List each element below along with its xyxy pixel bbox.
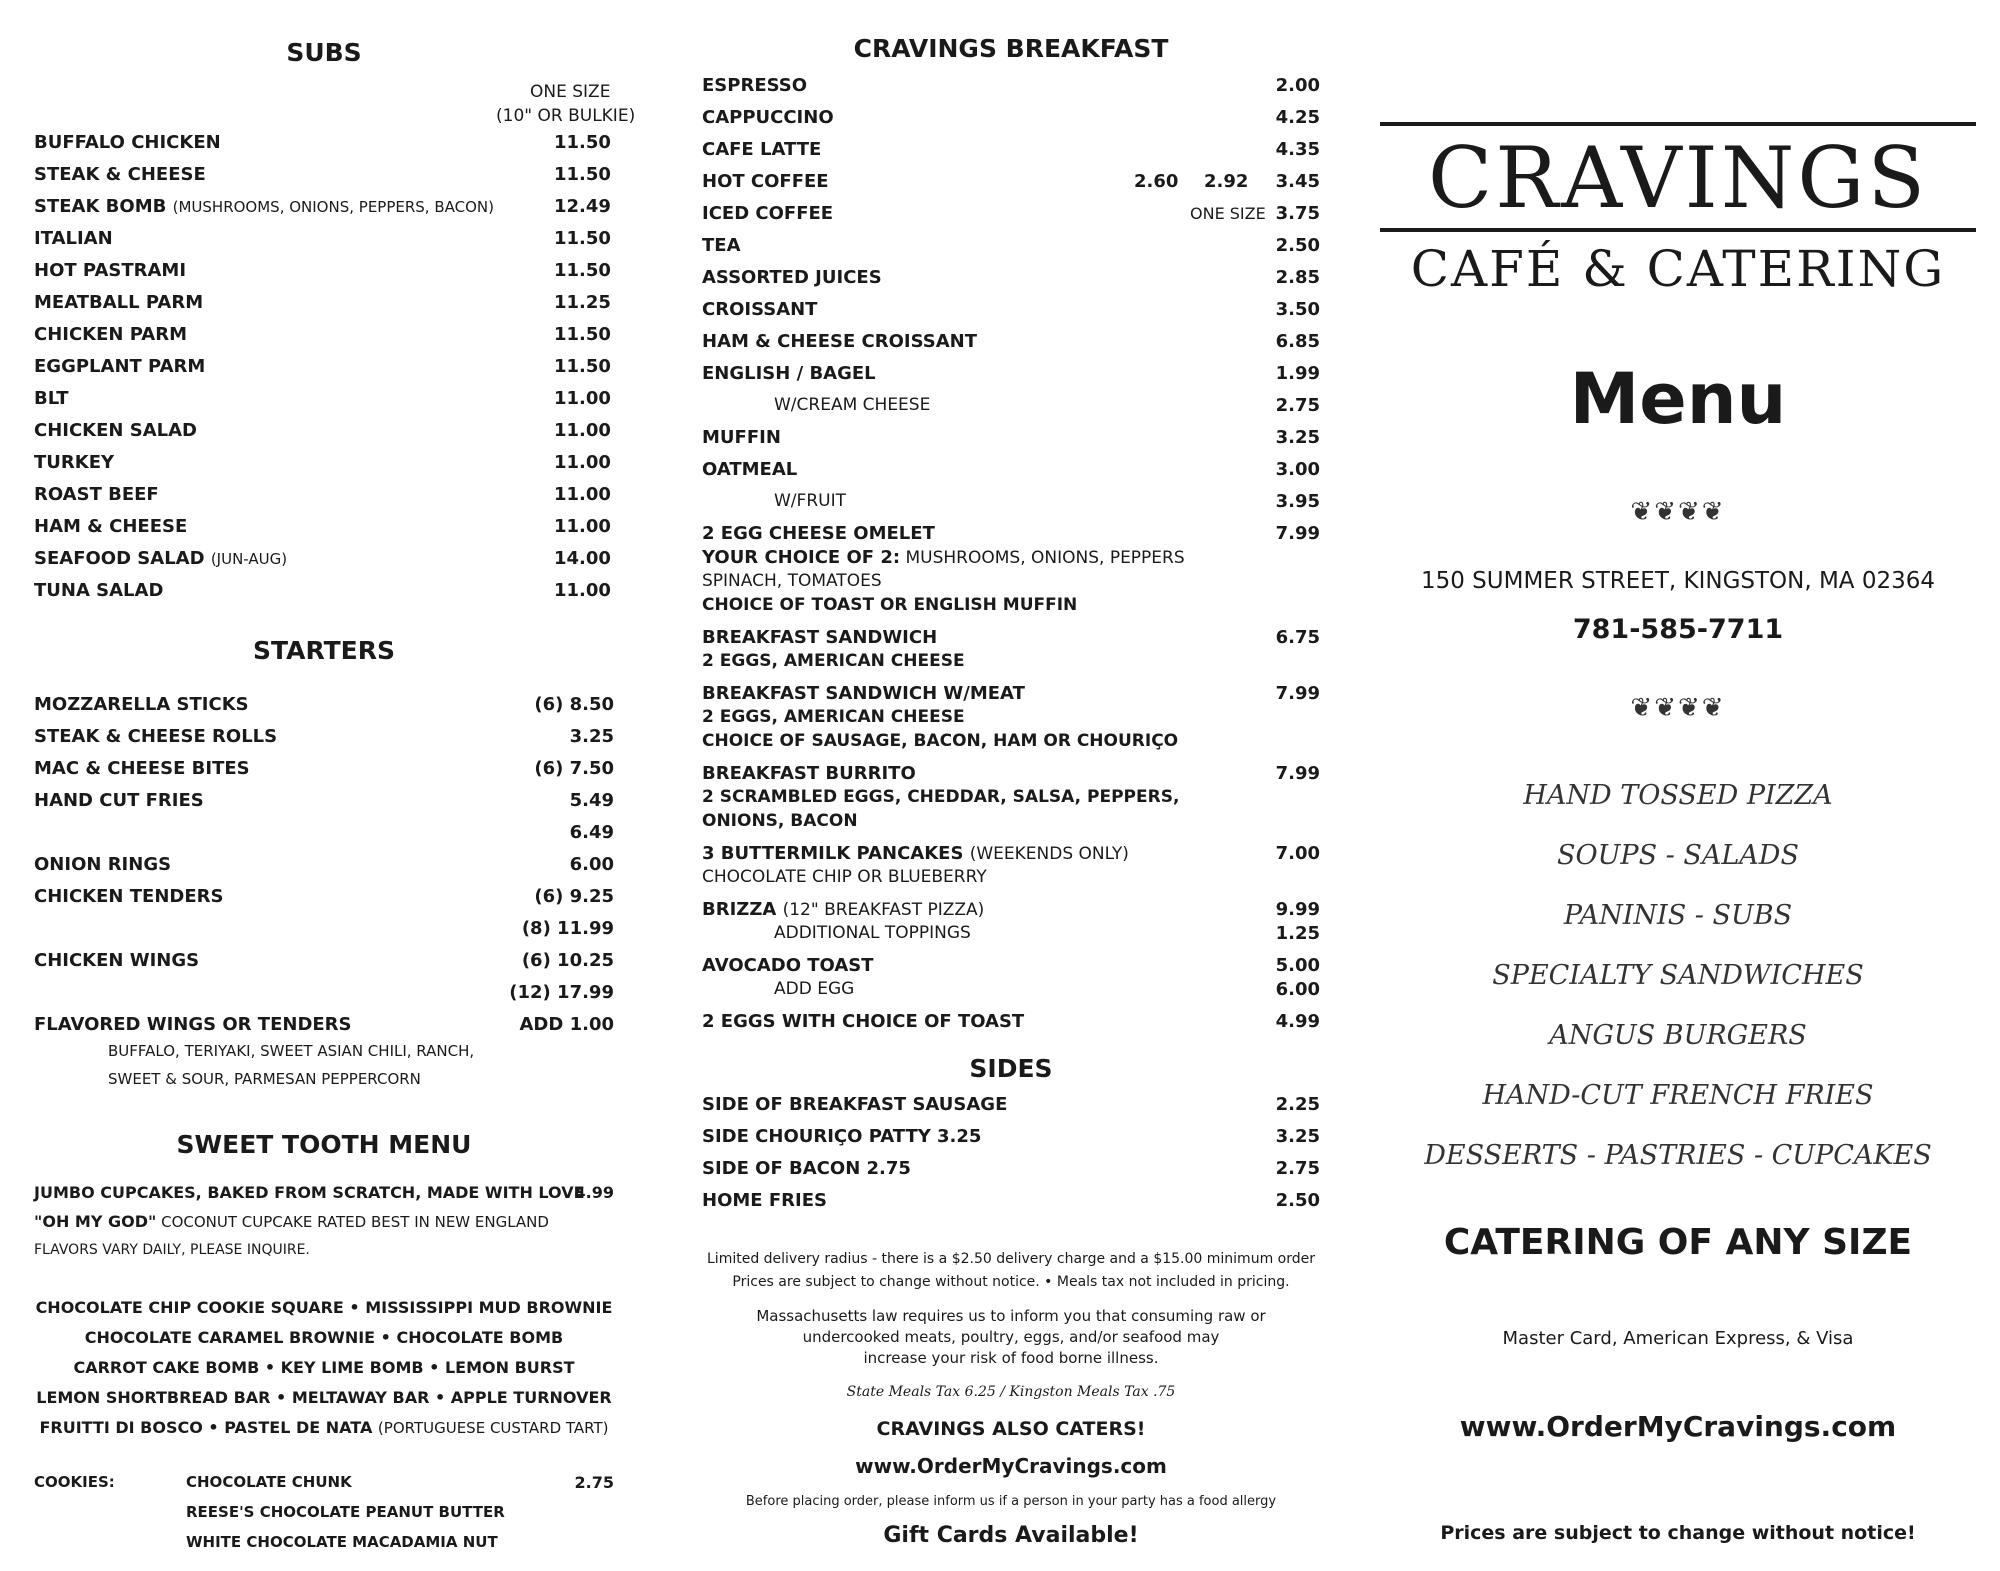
sandwich-meat-price: 7.99 (1275, 683, 1320, 704)
sub-item-label: MEATBALL PARM (34, 292, 204, 313)
brizza-line2: ADDITIONAL TOPPINGS (774, 923, 971, 943)
delivery-note: Limited delivery radius - there is a $2.50 delivery charge and a $15.00 minimum order (707, 1251, 1315, 1267)
sub-item-name (34, 228, 113, 249)
side-item-name: SIDE OF BREAKFAST SAUSAGE (702, 1094, 1008, 1115)
sub-item-price: 14.00 (554, 548, 611, 569)
starter-item-name: ONION RINGS (34, 854, 172, 875)
dessert-line: CHOCOLATE CHIP COOKIE SQUARE • MISSISSIPPI MUD BROWNIE (35, 1298, 613, 1317)
sub-item-note: (MUSHROOMS, ONIONS, PEPPERS, BACON) (172, 198, 494, 216)
pancakes-name (702, 843, 1129, 864)
sub-item-label: STEAK BOMB (34, 196, 167, 217)
cookies-label: COOKIES: (34, 1473, 115, 1491)
subs-heading: SUBS (286, 38, 362, 67)
side-item-price: 2.50 (1275, 1190, 1320, 1211)
iced-coffee-price: 3.75 (1275, 203, 1320, 224)
sandwich-meat-line3: CHOICE OF SAUSAGE, BACON, HAM OR CHOURIÇO (702, 731, 1179, 751)
law-line3: increase your risk of food borne illness. (863, 1349, 1159, 1367)
bottom-rule (1380, 228, 1976, 232)
subs-size-sublabel: (10" OR BULKIE) (496, 106, 636, 126)
sub-item-price: 11.00 (554, 484, 611, 505)
sub-item-label: CHICKEN SALAD (34, 420, 197, 441)
sandwich-meat-line2: 2 EGGS, AMERICAN CHEESE (702, 707, 965, 727)
omelet-name: 2 EGG CHEESE OMELET (702, 523, 935, 544)
sub-item-label: TURKEY (34, 452, 115, 473)
pancakes-note: (WEEKENDS ONLY) (969, 844, 1129, 864)
starter-item-name: FLAVORED WINGS OR TENDERS (34, 1014, 352, 1035)
ham-croissant-price: 6.85 (1275, 331, 1320, 352)
pancakes-title: 3 BUTTERMILK PANCAKES (702, 843, 964, 864)
side-item-price: 2.25 (1275, 1094, 1320, 1115)
price-change-notice: Prices are subject to change without notice! (1440, 1522, 1916, 1544)
catering-banner: CATERING OF ANY SIZE (1443, 1222, 1913, 1263)
cupcakes-price: 4.99 (574, 1183, 614, 1202)
prices-note: Prices are subject to change without notice. • Meals tax not included in pricing. (732, 1274, 1290, 1290)
sub-item-price: 11.50 (554, 260, 611, 281)
espresso-price: 2.00 (1275, 75, 1320, 96)
brizza-note: (12" BREAKFAST PIZZA) (782, 900, 985, 920)
sub-item-name (34, 292, 203, 313)
croissant-name: CROISSANT (702, 299, 818, 320)
side-item-name: HOME FRIES (702, 1190, 827, 1211)
sub-item-price: 11.25 (554, 292, 611, 313)
fruit-price: 3.95 (1275, 491, 1320, 512)
address: 150 SUMMER STREET, KINGSTON, MA 02364 (1420, 568, 1936, 594)
sandwich-line2: 2 EGGS, AMERICAN CHEESE (702, 651, 965, 671)
starter-item-price: (8) 11.99 (521, 918, 614, 939)
phone: 781-585-7711 (1572, 614, 1784, 645)
avocado-price: 5.00 (1275, 955, 1320, 976)
sub-item-price: 11.00 (554, 452, 611, 473)
sub-item-name (34, 548, 287, 569)
starter-item-price: (12) 17.99 (509, 982, 614, 1003)
latte-name: CAFE LATTE (702, 139, 822, 160)
flavors-note: FLAVORS VARY DAILY, PLEASE INQUIRE. (34, 1242, 310, 1258)
croissant-price: 3.50 (1275, 299, 1320, 320)
brizza-name (702, 899, 984, 920)
sub-item-price: 11.50 (554, 164, 611, 185)
cupcakes-line: JUMBO CUPCAKES, BAKED FROM SCRATCH, MADE WITH LOVE (34, 1183, 585, 1202)
breakfast-heading: CRAVINGS BREAKFAST (853, 34, 1169, 63)
starter-item-price: (6) 9.25 (534, 886, 614, 907)
sub-item-label: ITALIAN (34, 228, 113, 249)
cookies-price: 2.75 (574, 1473, 614, 1492)
sub-item-price: 11.50 (554, 228, 611, 249)
brizza-price2: 1.25 (1275, 923, 1320, 944)
dessert-line: CHOCOLATE CARAMEL BROWNIE • CHOCOLATE BOMB (84, 1328, 564, 1347)
omelet-line2: SPINACH, TOMATOES (702, 571, 882, 591)
starter-item-name: STEAK & CHEESE ROLLS (34, 726, 278, 747)
bagel-price: 1.99 (1275, 363, 1320, 384)
sub-item-name (34, 516, 187, 537)
muffin-name: MUFFIN (702, 427, 781, 448)
sweet-last-line (34, 1418, 614, 1437)
starter-item-price: 6.00 (569, 854, 614, 875)
sub-item-price: 11.00 (554, 580, 611, 601)
top-rule (1380, 122, 1976, 126)
hot-coffee-price: 3.45 (1275, 171, 1320, 192)
burrito-line3: ONIONS, BACON (702, 811, 858, 831)
avocado-price2: 6.00 (1275, 979, 1320, 1000)
bagel-name: ENGLISH / BAGEL (702, 363, 876, 384)
oatmeal-price: 3.00 (1275, 459, 1320, 480)
cream-cheese-price: 2.75 (1275, 395, 1320, 416)
sweet-last-bold: FRUITTI DI BOSCO • PASTEL DE NATA (39, 1418, 378, 1437)
offering-line: ANGUS BURGERS (1549, 1020, 1807, 1051)
starter-item-name: CHICKEN WINGS (34, 950, 200, 971)
offering-line: DESSERTS - PASTRIES - CUPCAKES (1424, 1140, 1932, 1171)
cappuccino-name: CAPPUCCINO (702, 107, 834, 128)
starter-item-price: 5.49 (569, 790, 614, 811)
sub-item-label: HAM & CHEESE (34, 516, 188, 537)
dessert-line: CARROT CAKE BOMB • KEY LIME BOMB • LEMON BURST (73, 1358, 575, 1377)
sub-item-label: TUNA SALAD (34, 580, 164, 601)
juices-name: ASSORTED JUICES (702, 267, 882, 288)
sandwich-name: BREAKFAST SANDWICH (702, 627, 938, 648)
sub-item-label: ROAST BEEF (34, 484, 159, 505)
omelet-choice-bold: YOUR CHOICE OF 2: (702, 547, 901, 568)
cookie-flavor: REESE'S CHOCOLATE PEANUT BUTTER (186, 1503, 505, 1521)
brizza-title: BRIZZA (702, 899, 777, 920)
offering-line: SPECIALTY SANDWICHES (1492, 960, 1864, 991)
juices-price: 2.85 (1275, 267, 1320, 288)
wing-flavors-line1: BUFFALO, TERIYAKI, SWEET ASIAN CHILI, RANCH, (108, 1042, 475, 1060)
subs-size-label: ONE SIZE (530, 82, 611, 102)
sandwich-price: 6.75 (1275, 627, 1320, 648)
sub-item-label: BLT (34, 388, 69, 409)
fruit-name: W/FRUIT (774, 491, 846, 511)
omg-bold: "OH MY GOD" (34, 1212, 157, 1231)
offering-line: HAND TOSSED PIZZA (1523, 780, 1833, 811)
ornament-divider-icon: ❦❦❦❦ (1630, 497, 1726, 527)
sub-item-name (34, 132, 221, 153)
tax-note: State Meals Tax 6.25 / Kingston Meals Tax .75 (846, 1384, 1176, 1400)
brand-name: CRAVINGS (1428, 129, 1928, 227)
offering-line: PANINIS - SUBS (1563, 900, 1793, 931)
sub-item-name (34, 324, 187, 345)
sub-item-label: SEAFOOD SALAD (34, 548, 205, 569)
sub-item-price: 11.50 (554, 324, 611, 345)
sweet-last-note: (PORTUGUESE CUSTARD TART) (377, 1419, 609, 1437)
sides-heading: SIDES (969, 1054, 1053, 1083)
sub-item-name (34, 196, 494, 217)
omelet-price: 7.99 (1275, 523, 1320, 544)
hot-coffee-small-price: 2.60 (1134, 171, 1179, 192)
sub-item-name (34, 484, 159, 505)
side-item-name: SIDE OF BACON 2.75 (702, 1158, 911, 1179)
starter-item-price: 6.49 (569, 822, 614, 843)
eggs-toast-price: 4.99 (1275, 1011, 1320, 1032)
omg-line (34, 1212, 549, 1231)
sub-item-price: 12.49 (554, 196, 611, 217)
sub-item-name (34, 388, 69, 409)
espresso-name: ESPRESSO (702, 75, 808, 96)
eggs-toast-name: 2 EGGS WITH CHOICE OF TOAST (702, 1011, 1025, 1032)
sub-item-price: 11.50 (554, 356, 611, 377)
sub-item-label: HOT PASTRAMI (34, 260, 187, 281)
ham-croissant-name: HAM & CHEESE CROISSANT (702, 331, 977, 352)
omelet-choice-rest: MUSHROOMS, ONIONS, PEPPERS (900, 548, 1185, 568)
pancakes-price: 7.00 (1275, 843, 1320, 864)
iced-coffee-size: ONE SIZE (1190, 204, 1266, 223)
cream-cheese-name: W/CREAM CHEESE (774, 395, 931, 415)
sub-item-name (34, 420, 197, 441)
starters-heading: STARTERS (253, 636, 395, 665)
burrito-price: 7.99 (1275, 763, 1320, 784)
sub-item-note: (JUN-AUG) (210, 550, 288, 568)
sub-item-name (34, 580, 163, 601)
starter-item-price: 3.25 (569, 726, 614, 747)
iced-coffee-name: ICED COFFEE (702, 203, 834, 224)
sub-item-label: STEAK & CHEESE (34, 164, 206, 185)
gift-cards: Gift Cards Available! (883, 1523, 1139, 1548)
burrito-line2: 2 SCRAMBLED EGGS, CHEDDAR, SALSA, PEPPERS, (702, 787, 1180, 807)
brand-tagline: CAFÉ & CATERING (1410, 240, 1946, 298)
omelet-choice (702, 547, 1185, 568)
sub-item-name (34, 452, 114, 473)
sub-item-label: BUFFALO CHICKEN (34, 132, 221, 153)
cappuccino-price: 4.25 (1275, 107, 1320, 128)
tea-price: 2.50 (1275, 235, 1320, 256)
side-item-name: SIDE CHOURIÇO PATTY 3.25 (702, 1126, 982, 1147)
starter-item-price: ADD 1.00 (519, 1014, 614, 1035)
dessert-line: LEMON SHORTBREAD BAR • MELTAWAY BAR • APPLE TURNOVER (36, 1388, 612, 1407)
hot-coffee-medium-price: 2.92 (1204, 171, 1249, 192)
sub-item-name (34, 164, 206, 185)
starter-item-name: HAND CUT FRIES (34, 790, 204, 811)
starter-item-name: MOZZARELLA STICKS (34, 694, 249, 715)
caters-line: CRAVINGS ALSO CATERS! (876, 1418, 1146, 1440)
hot-coffee-name: HOT COFFEE (702, 171, 829, 192)
wing-flavors-line2: SWEET & SOUR, PARMESAN PEPPERCORN (108, 1070, 421, 1088)
allergy-note: Before placing order, please inform us if a person in your party has a food allergy (745, 1494, 1277, 1509)
law-line2: undercooked meats, poultry, eggs, and/or seafood may (802, 1328, 1220, 1346)
sub-item-label: CHICKEN PARM (34, 324, 187, 345)
starter-item-price: (6) 8.50 (534, 694, 614, 715)
side-item-price: 3.25 (1275, 1126, 1320, 1147)
tea-name: TEA (702, 235, 741, 256)
starter-item-price: (6) 7.50 (534, 758, 614, 779)
offering-line: HAND-CUT FRENCH FRIES (1482, 1080, 1874, 1111)
offering-line: SOUPS - SALADS (1557, 840, 1799, 871)
sweet-tooth-heading: SWEET TOOTH MENU (176, 1130, 472, 1159)
sub-item-name (34, 356, 205, 377)
sub-item-label: EGGPLANT PARM (34, 356, 206, 377)
omelet-line3: CHOICE OF TOAST OR ENGLISH MUFFIN (702, 595, 1078, 615)
omg-rest: COCONUT CUPCAKE RATED BEST IN NEW ENGLAND (156, 1213, 549, 1231)
sub-item-price: 11.50 (554, 132, 611, 153)
sub-item-price: 11.00 (554, 420, 611, 441)
burrito-name: BREAKFAST BURRITO (702, 763, 916, 784)
side-item-price: 2.75 (1275, 1158, 1320, 1179)
ornament-divider-icon-2: ❦❦❦❦ (1630, 693, 1726, 723)
sandwich-meat-name: BREAKFAST SANDWICH W/MEAT (702, 683, 1025, 704)
brizza-price: 9.99 (1275, 899, 1320, 920)
sub-item-price: 11.00 (554, 516, 611, 537)
latte-price: 4.35 (1275, 139, 1320, 160)
website-link[interactable]: www.OrderMyCravings.com (855, 1454, 1167, 1478)
cookie-flavor: CHOCOLATE CHUNK (186, 1473, 352, 1491)
accepted-cards: Master Card, American Express, & Visa (1502, 1328, 1854, 1349)
menu-title: Menu (1569, 358, 1787, 440)
law-line1: Massachusetts law requires us to inform you that consuming raw or (756, 1307, 1266, 1325)
oatmeal-name: OATMEAL (702, 459, 798, 480)
cookie-flavor: WHITE CHOCOLATE MACADAMIA NUT (186, 1533, 498, 1551)
pancakes-line2: CHOCOLATE CHIP OR BLUEBERRY (702, 867, 987, 887)
sub-item-price: 11.00 (554, 388, 611, 409)
avocado-name: AVOCADO TOAST (702, 955, 874, 976)
brand-website-link[interactable]: www.OrderMyCravings.com (1459, 1410, 1897, 1443)
sub-item-name (34, 260, 186, 281)
muffin-price: 3.25 (1275, 427, 1320, 448)
starter-item-name: MAC & CHEESE BITES (34, 758, 250, 779)
avocado-line2: ADD EGG (774, 979, 855, 999)
starter-item-name: CHICKEN TENDERS (34, 886, 224, 907)
starter-item-price: (6) 10.25 (521, 950, 614, 971)
